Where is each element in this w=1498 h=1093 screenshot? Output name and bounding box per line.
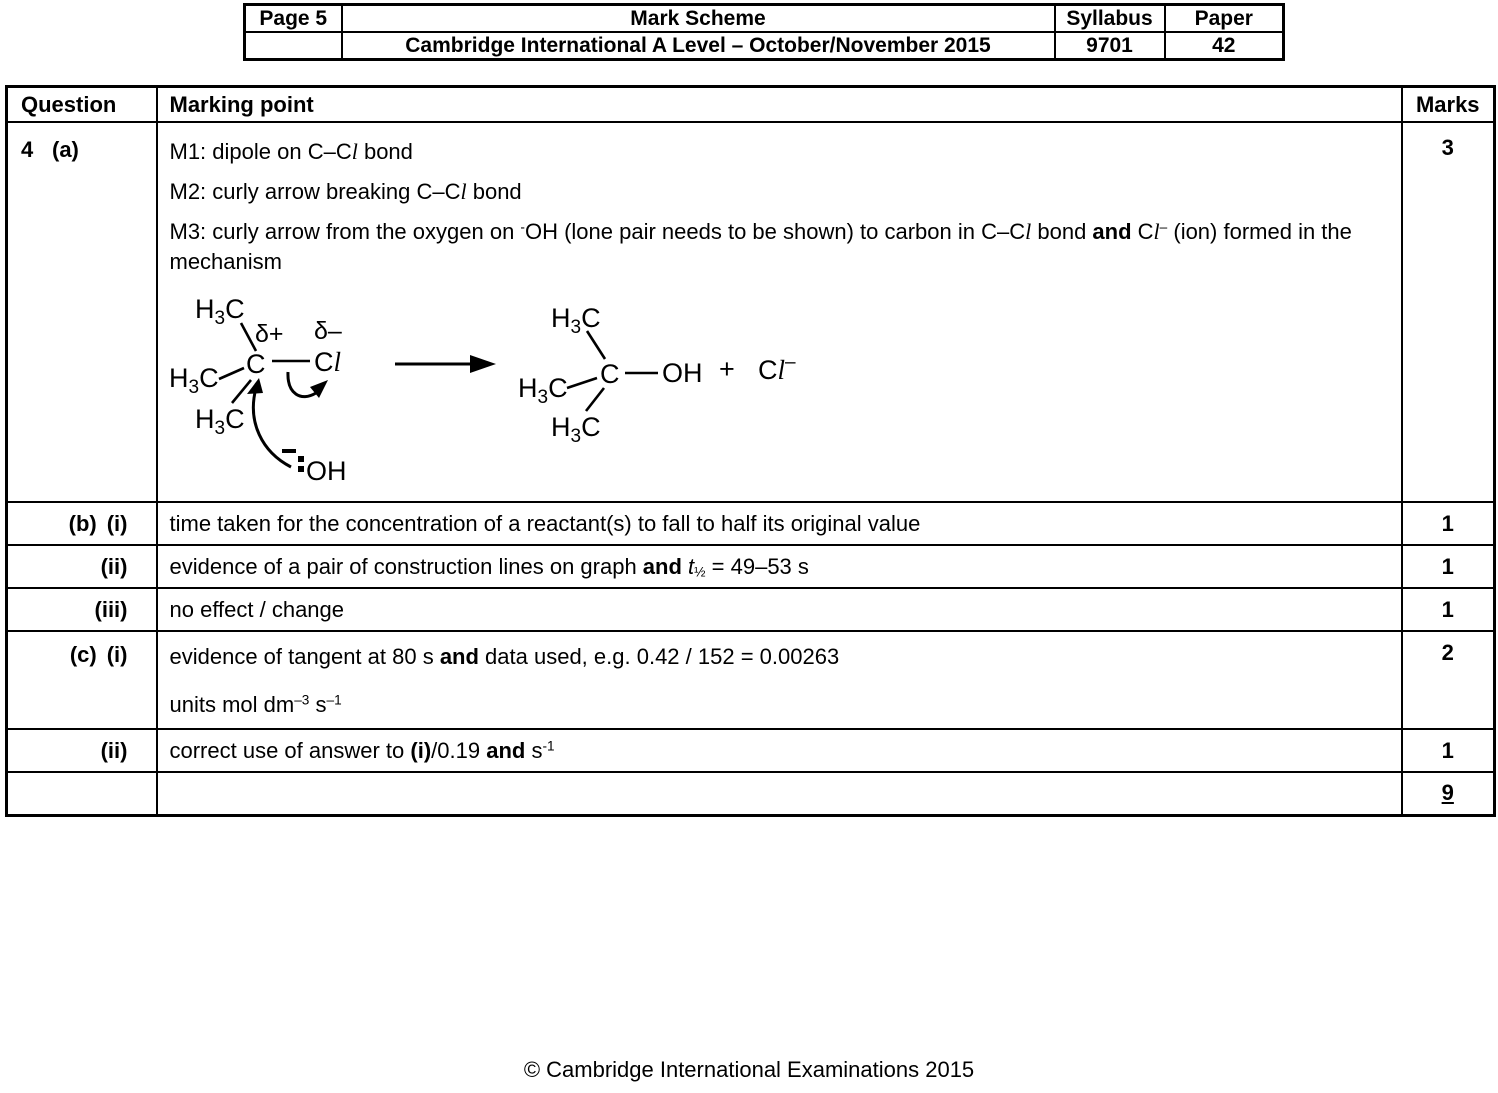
question-subpart: (i)	[106, 642, 128, 667]
document-subtitle: Cambridge International A Level – October/November 2015	[342, 32, 1055, 60]
methyl-label: $H_3C$	[168, 363, 219, 398]
chloride-ion-label: Cl–	[757, 352, 796, 385]
marking-point-text: correct use of answer to (i)/0.19 and $s^{-1}$	[169, 737, 555, 763]
marking-point-cell	[157, 588, 1402, 631]
curly-arrow-bond-break	[287, 372, 315, 397]
marks-cell	[1402, 502, 1495, 545]
table-row-bii	[7, 545, 1495, 588]
marking-point-text: evidence of a pair of construction lines on graph and $t_{\frac{1}{2}} = 49-53$ s	[169, 553, 809, 579]
question-cell	[7, 545, 157, 588]
question-cell	[7, 588, 157, 631]
page-number: Page 5	[245, 5, 342, 33]
chlorine-label: Cl	[313, 347, 341, 377]
marking-point-line1: evidence of tangent at 80 s and data used, e.g. 0.42 / 152 = 0.00263	[169, 644, 840, 669]
syllabus-label: Syllabus	[1055, 5, 1165, 33]
marking-point-line2: units mol $dm^{-3}$ $s^{-1}$	[169, 692, 342, 717]
table-row-cii	[7, 729, 1495, 772]
copyright-footer: © Cambridge International Examinations 2015	[523, 1057, 975, 1082]
methyl-label: $H_3C$	[550, 303, 601, 338]
marking-point-cell	[157, 502, 1402, 545]
marking-point-m2: M2: curly arrow breaking C–Cl bond	[169, 179, 522, 204]
methyl-label: $H_3C$	[550, 412, 601, 447]
document-title: Mark Scheme	[342, 5, 1055, 33]
marks-cell	[1402, 545, 1495, 588]
marks-value: 1	[1441, 553, 1454, 579]
marks-value: 2	[1441, 640, 1454, 665]
header-empty-cell	[245, 32, 342, 60]
question-subpart: (iii)	[94, 596, 128, 622]
document-header-table	[243, 3, 1285, 61]
central-carbon-label: C	[245, 349, 265, 379]
marking-point-m1: M1: dipole on C–Cl bond	[169, 139, 413, 164]
lone-pair-dots	[298, 456, 304, 472]
total-marks-value: 9	[1441, 780, 1454, 806]
marks-value: 1	[1441, 596, 1454, 622]
question-subpart: (ii)	[100, 553, 128, 579]
question-part: (b)	[68, 510, 97, 536]
question-part: (c)	[69, 642, 97, 667]
marks-value: 3	[1441, 135, 1454, 160]
paper-label: Paper	[1165, 5, 1284, 33]
table-row-4a	[7, 122, 1495, 502]
marking-point-m3: M3: curly arrow from the oxygen on -OH (lone pair needs to be shown) to carbon in C–Cl bond and Cl– (ion) formed in the mechanism	[169, 219, 1352, 274]
marking-point-cell	[157, 545, 1402, 588]
marks-cell	[1402, 631, 1495, 729]
methyl-label: $H_3C$	[517, 373, 568, 408]
question-cell-4a	[7, 122, 157, 502]
syllabus-value: 9701	[1055, 32, 1165, 60]
marking-point-cell	[157, 631, 1402, 729]
methyl-label: $H_3C$	[194, 294, 245, 329]
marks-cell	[1402, 729, 1495, 772]
table-row-biii	[7, 588, 1495, 631]
total-marks-cell	[1402, 772, 1495, 815]
table-row-total	[7, 772, 1495, 815]
marking-point-text: time taken for the concentration of a reactant(s) to fall to half its original value	[169, 510, 921, 536]
table-row-ci	[7, 631, 1495, 729]
question-subpart: (ii)	[100, 737, 128, 763]
marks-value: 1	[1441, 737, 1454, 763]
marking-point-cell-empty	[157, 772, 1402, 815]
delta-plus-label: δ+	[254, 320, 284, 348]
table-header-row	[7, 87, 1495, 123]
question-cell	[7, 631, 157, 729]
product-hydroxyl-label: OH	[661, 358, 702, 388]
question-subpart: (i)	[106, 510, 128, 536]
column-header-marking-point: Marking point	[157, 87, 1402, 123]
curly-arrow-nucleophile	[253, 388, 291, 467]
paper-value: 42	[1165, 32, 1284, 60]
question-part: (a)	[52, 137, 79, 162]
question-number: 4	[21, 137, 34, 162]
hydroxide-label: OH	[305, 456, 346, 486]
product-carbon-label: C	[599, 359, 619, 389]
negative-charge-bar	[282, 449, 296, 453]
plus-sign: +	[718, 354, 735, 384]
marking-point-cell	[157, 729, 1402, 772]
question-cell	[7, 729, 157, 772]
delta-minus-label: δ–	[313, 317, 342, 345]
marks-cell	[1402, 588, 1495, 631]
reaction-arrow	[395, 355, 496, 373]
column-header-question: Question	[7, 87, 157, 123]
mark-scheme-table	[5, 85, 1496, 817]
marking-point-text: no effect / change	[169, 596, 345, 622]
table-row-bi	[7, 502, 1495, 545]
mechanism-diagram	[164, 285, 864, 495]
question-cell-empty	[7, 772, 157, 815]
marks-value: 1	[1441, 510, 1454, 536]
column-header-marks: Marks	[1402, 87, 1495, 123]
methyl-label: $H_3C$	[194, 404, 245, 439]
marking-point-cell-4a	[157, 122, 1402, 502]
marks-cell	[1402, 122, 1495, 502]
question-cell	[7, 502, 157, 545]
